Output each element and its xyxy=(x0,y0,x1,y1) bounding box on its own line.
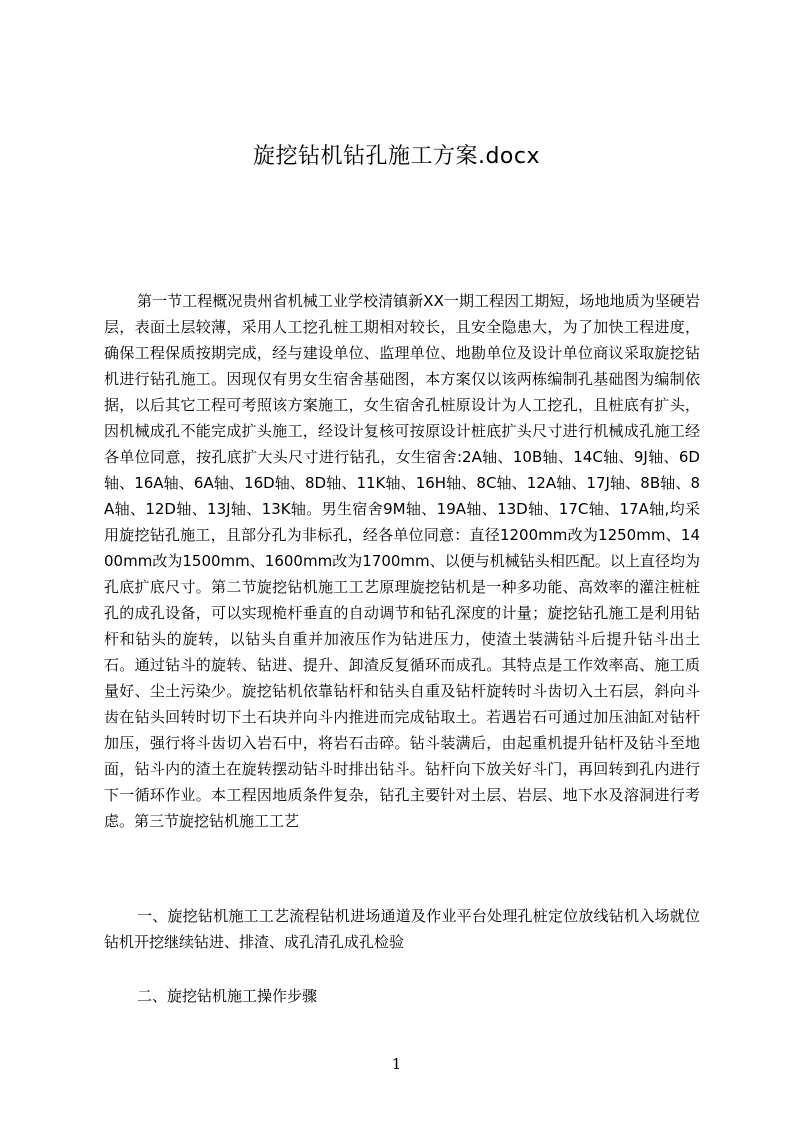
document-title: 旋挖钻机钻孔施工方案.docx xyxy=(252,144,541,169)
paragraph-operation-steps: 二、旋挖钻机施工操作步骤 xyxy=(137,987,318,1005)
paragraph-project-overview: 第一节工程概况贵州省机械工业学校清镇新XX一期工程因工期短，场地地质为坚硬岩层，表面土层较薄，采用人工挖孔桩工期相对较长，且安全隐患大，为了加快工程进度，确保工程保质按期完成，经与建设单位、监理单位、地勘单位及设计单位商议采取旋挖钻机进行钻孔施工。因现仅有男女生宿舍基础图，本方案仅以该两栋编制孔基础图为编制依据，以后其它工程可考照该方案施工，女生宿舍孔桩原设计为人工挖孔，且桩底有扩头，因机械成孔不能完成扩头施工，经设计复核可按原设计桩底扩头尺寸进行机械成孔施工经各单位同意，按孔底扩大头尺寸进行钻孔，女生宿舍:2A轴、10B轴、14C轴、9J轴、6D轴、16A轴、6A轴、16D轴、8D轴、11K轴、16H轴、8C轴、12A轴、17J轴、8B轴、8A轴、12D轴、13J轴、13K轴。男生宿舍9M轴、19A轴、13D轴、17C轴、17A轴,均采用旋挖钻孔施工，且部分孔为非标孔，经各单位同意：直径1200mm改为1250mm、1400mm改为1500mm、1600mm改为1700mm、以便与机械钻头相匹配。以上直径均为孔底扩底尺寸。第二节旋挖钻机施工工艺原理旋挖钻机是一种多功能、高效率的灌注桩桩孔的成孔设备，可以实现桅杆垂直的自动调节和钻孔深度的计量；旋挖钻孔施工是利用钻杆和钻头的旋转，以钻头自重并加液压作为钻进压力，使渣土装满钻斗后提升钻斗出土石。通过钻斗的旋转、钻进、提升、卸渣反复循环而成孔。其特点是工作效率高、施工质量好、尘土污染少。旋挖钻机依靠钻杆和钻头自重及钻杆旋转时斗齿切入土石层，斜向斗齿在钻头回转时切下土石块并向斗内推进而完成钻取土。若遇岩石可通过加压油缸对钻杆加压，强行将斗齿切入岩石中，将岩石击碎。钻斗装满后，由起重机提升钻杆及钻斗至地面，钻斗内的渣土在旋转摆动钻斗时排出钻斗。钻杆向下放关好斗门，再回转到孔内进行下一循环作业。本工程因地质条件复杂，钻孔主要针对土层、岩层、地下水及溶洞进行考虑。第三节旋挖钻机施工工艺 xyxy=(104,292,700,830)
paragraph-process-flow: 一、旋挖钻机施工工艺流程钻机进场通道及作业平台处理孔桩定位放线钻机入场就位钻机开挖继续钻进、排渣、成孔清孔成孔检验 xyxy=(104,907,700,951)
page-number: 1 xyxy=(391,1055,402,1073)
